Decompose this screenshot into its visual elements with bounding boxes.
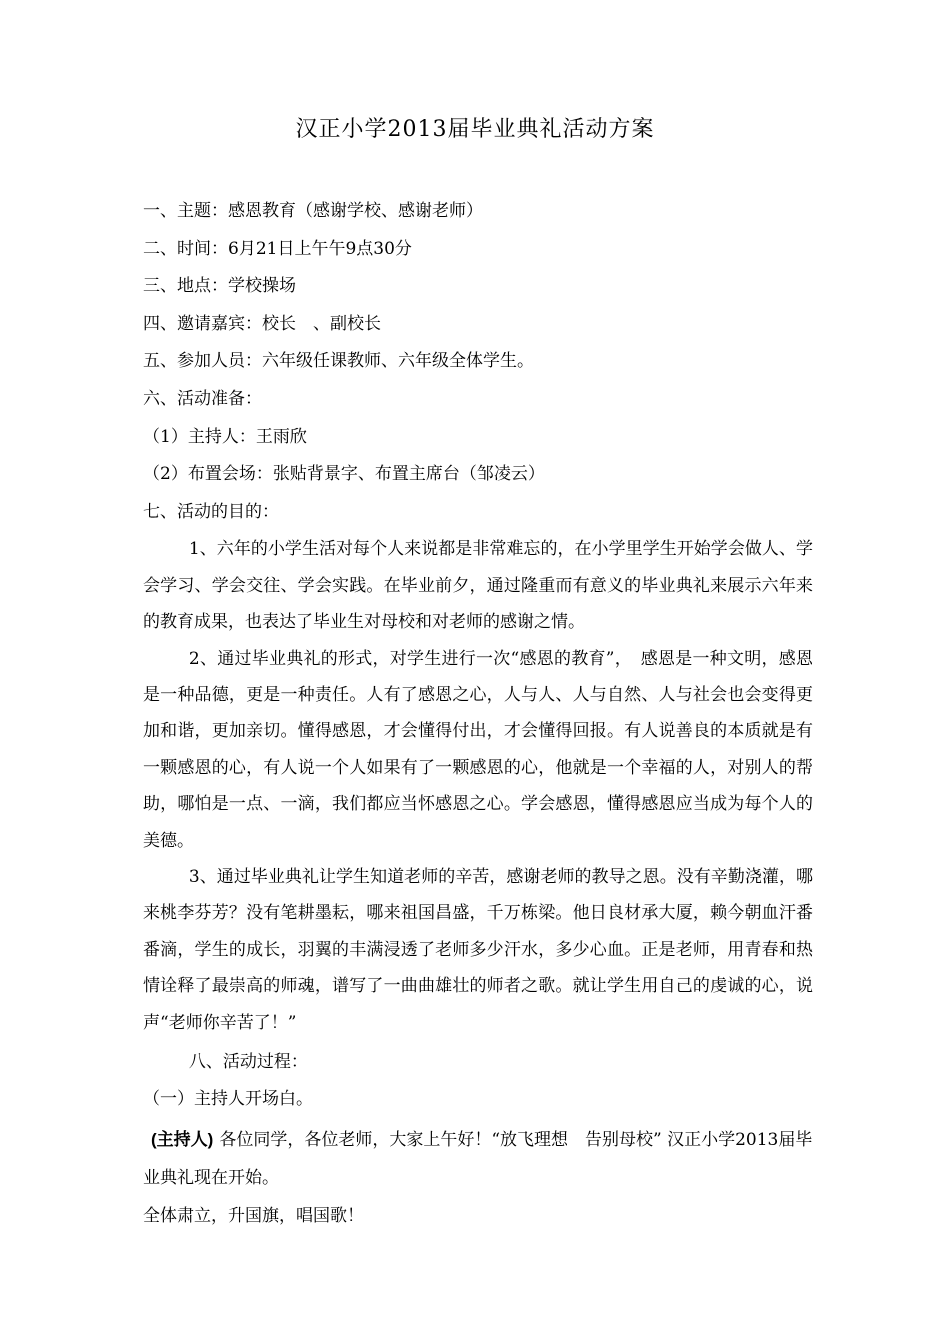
host-speech-paragraph: [143, 1121, 813, 1197]
item-venue: （2）布置会场：张贴背景字、布置主席台（邹凌云）: [143, 464, 545, 485]
subsection-opening: （一）主持人开场白。: [143, 1089, 313, 1110]
item-host: （1）主持人：王雨欣: [143, 426, 307, 447]
item-preparation: 六、活动准备：: [143, 388, 262, 409]
item-theme: 一、主题：感恩教育（感谢学校、感谢老师）: [143, 201, 483, 221]
purpose-paragraph-1: 1、六年的小学生活对每个人来说都是非常难忘的，在小学里学生开始学会做人、学会学习、学会交往、学会实践。在毕业前夕，通过隆重而有意义的毕业典礼来展示六年来的教育成果，也表达了毕业生对母校和对老师的感谢之情。: [143, 539, 813, 633]
item-purpose-heading: 七、活动的目的：: [143, 501, 279, 522]
section-process-heading: 八、活动过程：: [188, 1052, 308, 1073]
host-speech: 各位同学，各位老师，大家上午好！“放飞理想 告别母校” 汉正小学2013届毕业典礼现在开始。: [143, 1129, 813, 1188]
item-location: 三、地点：学校操场: [143, 276, 296, 297]
purpose-paragraph-3: 3、通过毕业典礼让学生知道老师的辛苦，感谢老师的教导之恩。没有辛勤浇灌，哪来桃李芬芳？没有笔耕墨耘，哪来祖国昌盛，千万栋梁。他日良材承大厦，赖今朝血汗番番滴，学生的成长，羽翼的丰满浸透了老师多少汗水，多少心血。正是老师，用青春和热情诠释了最崇高的师魂，谱写了一曲曲雄壮的师者之歌。就让学生用自己的虔诚的心，说声“老师你辛苦了！”: [143, 867, 813, 1033]
purpose-paragraph-2: 2、通过毕业典礼的形式，对学生进行一次“感恩的教育”， 感恩是一种文明，感恩是一种品德，更是一种责任。人有了感恩之心，人与人、人与自然、人与社会也会变得更加和谐，更加亲切。懂得感恩，才会懂得付出，才会懂得回报。有人说善良的本质就是有一颗感恩的心，有人说一个人如果有了一颗感恩的心，他就是一个幸福的人，对别人的帮助，哪怕是一点、一滴，我们都应当怀感恩之心。学会感恩，懂得感恩应当成为每个人的美德。: [143, 648, 813, 851]
document-title: 汉正小学2013届毕业典礼活动方案: [295, 117, 655, 142]
final-instruction: 全体肃立，升国旗，唱国歌！: [143, 1205, 364, 1226]
item-guests: 四、邀请嘉宾：校长 、副校长: [143, 313, 381, 334]
item-participants: 五、参加人员：六年级任课教师、六年级全体学生。: [143, 351, 534, 372]
document-body: [143, 193, 813, 1235]
item-time: 二、时间：6月21日上午午9点30分: [143, 238, 412, 259]
host-label: (主持人): [151, 1129, 214, 1149]
